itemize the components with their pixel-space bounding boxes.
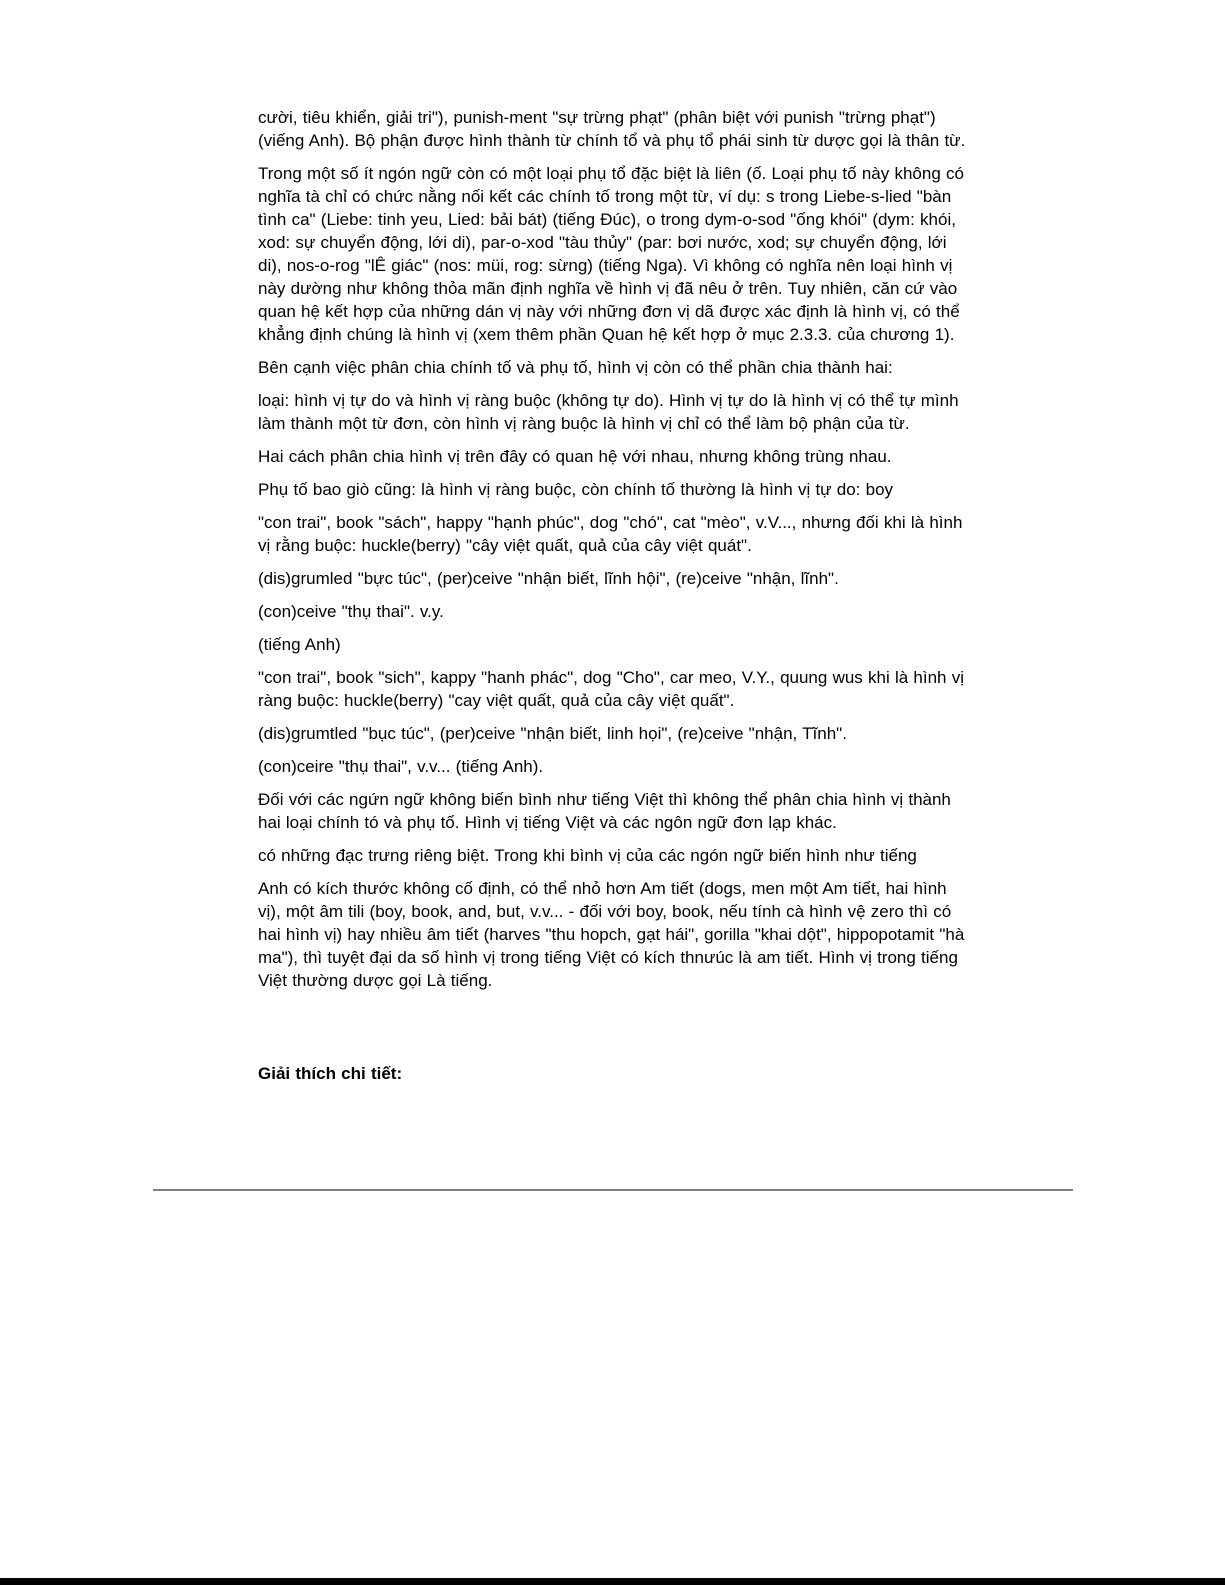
paragraph: Phụ tố bao giò cũng: là hình vị ràng buộc, còn chính tố thường là hình vị tự do: boy (258, 480, 894, 499)
paragraph: Đối với các ngứn ngữ không biến bình như tiếng Việt thì không thể phân chia hình vị thành hai loại chính tó và phụ tố. Hình vị tiếng Việt và các ngôn ngữ đơn lạp khác. (258, 790, 951, 832)
paragraph: "con trai", book "sách", happy "hạnh phúc", dog "chó", cat "mèo", v.V..., nhưng đối khi là hình vị rằng buộc: huckle(berry) "cây việt quất, quả của cây việt quát". (258, 513, 963, 555)
paragraph: (dis)grumled "bực túc", (per)ceive "nhận biết, lĩnh hội", (re)ceive "nhận, lĩnh". (258, 569, 839, 588)
paragraph: (con)ceire "thụ thai", v.v... (tiếng Anh). (258, 757, 544, 776)
paragraph: Trong một số ít ngón ngữ còn có một loại phụ tổ đặc biệt là liên (ố. Loại phụ tố này không có nghĩa tà chỉ có chức nằng nối kết các chính tố trong một từ, ví dụ: s trong Liebe-s-lied "bàn tình ca" (Liebe: tinh yeu, Lied: bải bát) (tiếng Đúc), o trong dym-o-sod "ống khói" (dym: khói, xod: sự chuyển động, lới di), par-o-xod "tàu thủy" (par: bơi nước, xod; sự chuyển động, lới di), nos-o-rog "lÊ giác" (nos: müi, rog: sừng) (tiếng Nga). Vì không có nghĩa nên loại hình vị này dường như không thỏa mãn định nghĩa về hình vị đã nêu ở trên. Tuy nhiên, căn cứ vào quan hệ kết hợp của những dán vị này với những đơn vị dã được xác định là hình vị, có thể khẳng định chúng là hình vị (xem thêm phần Quan hệ kết hợp ở mục 2.3.3. của chương 1). (258, 164, 964, 344)
paragraph: Anh có kích thước không cố định, có thể nhỏ hơn Am tiết (dogs, men một Am tiết, hai hình vị), một âm tili (boy, book, and, but, v.v... - đối với boy, book, nếu tính cà hình vệ zero thì có hai hình vị) hay nhiều âm tiết (harves "thu hopch, gạt hái", gorilla "khai dột", hippopotamit "hà ma"), thì tuyệt đại da số hình vị trong tiếng Việt có kích thnưúc là am tiết. Hình vị trong tiếng Việt thường dược gọi Là tiếng. (258, 879, 965, 990)
paragraph: "con trai", book "sich", kappy "hanh phác", dog "Cho", car meo, V.Y., quung wus khi là hình vị ràng buộc: huckle(berry) "cay việt quất, quả của cây việt quất". (258, 668, 965, 710)
paragraph: (con)ceive "thụ thai". v.y. (258, 602, 444, 621)
section-heading: Giải thích chi tiết: (258, 1064, 403, 1083)
paragraph: Hai cách phân chia hình vị trên đây có quan hệ với nhau, nhưng không trùng nhau. (258, 447, 892, 466)
paragraph: cười, tiêu khiển, giải tri"), punish-ment "sự trừng phạt" (phân biệt với punish "trừng phạt") (viếng Anh). Bộ phận được hình thành từ chính tổ và phụ tổ phái sinh từ dược gọi là thân từ. (258, 108, 966, 150)
paragraph: (tiếng Anh) (258, 635, 341, 654)
paragraph: loại: hình vị tự do và hình vị ràng buộc (không tự do). Hình vị tự do là hình vị có thể tự mình làm thành một từ đơn, còn hình vị ràng buộc là hình vị chỉ có thể làm bộ phận của từ. (258, 391, 959, 433)
paragraph: có những đạc trưng riêng biệt. Trong khi bình vị của các ngón ngữ biến hình như tiếng (258, 846, 917, 865)
divider-line (153, 1189, 1073, 1191)
paragraph: Bên cạnh việc phân chia chính tố và phụ tố, hình vị còn có thể phần chia thành hai: (258, 358, 893, 377)
paragraph: (dis)grumtled "bục túc", (per)ceive "nhận biết, linh họi", (re)ceive "nhận, Tĩnh". (258, 724, 847, 743)
text-content (258, 106, 970, 1095)
footer-bar (0, 1578, 1225, 1585)
